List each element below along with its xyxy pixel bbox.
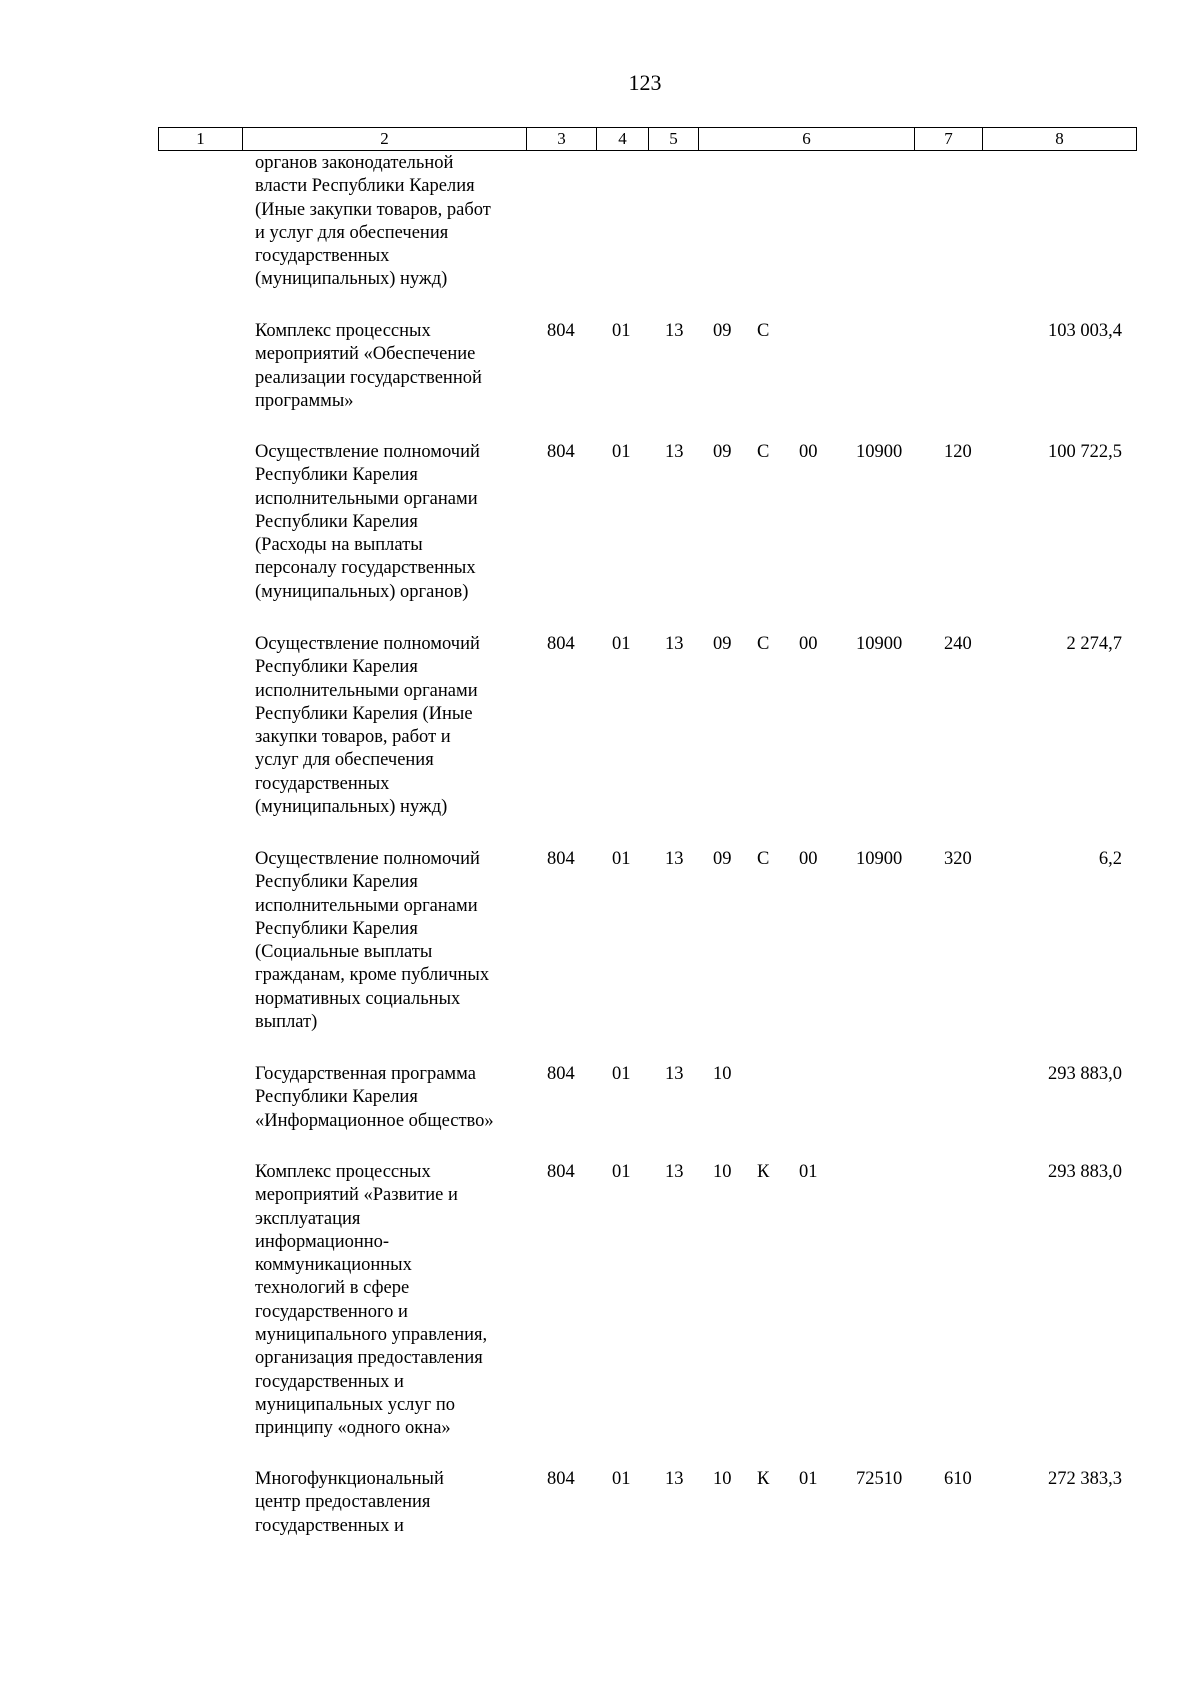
direction-code: 10900	[856, 849, 903, 869]
section-code: 01	[612, 634, 631, 654]
ved-code: 804	[547, 1064, 575, 1084]
ved-code: 804	[547, 1162, 575, 1182]
row-description: Комплекс процессных мероприятий «Развитие и эксплуатация информационно- коммуникационных технологий в сфере государственного и муниципального управления, организация предоставления государственных и муниципальных услуг по принципу «одного окна»	[255, 1162, 488, 1439]
ved-code: 804	[547, 849, 575, 869]
expense-type-code: 240	[944, 634, 972, 654]
direction-code: 10900	[856, 442, 903, 462]
amount: 100 722,5	[1048, 442, 1122, 462]
subsection-code: 13	[665, 1064, 684, 1084]
column-header-4: 4	[597, 128, 649, 151]
subsection-code: 13	[665, 849, 684, 869]
row-description: Осуществление полномочий Республики Карелия исполнительными органами Республики Карелия (Расходы на выплаты персоналу государственных (муниципальных) органов)	[255, 442, 480, 602]
program-code: 10	[713, 1469, 732, 1489]
direction-code: 10900	[856, 634, 903, 654]
column-header-6: 6	[699, 128, 915, 151]
row-description: Комплекс процессных мероприятий «Обеспечение реализации государственной программы»	[255, 321, 482, 411]
event-code: 00	[799, 634, 818, 654]
subprogram-code: С	[757, 634, 770, 654]
event-code: 01	[799, 1469, 818, 1489]
subsection-code: 13	[665, 442, 684, 462]
subprogram-code: К	[757, 1469, 770, 1489]
column-header-3: 3	[527, 128, 597, 151]
subsection-code: 13	[665, 321, 684, 341]
expense-type-code: 610	[944, 1469, 972, 1489]
program-code: 09	[713, 321, 732, 341]
ved-code: 804	[547, 442, 575, 462]
column-header-1: 1	[159, 128, 243, 151]
row-description: Осуществление полномочий Республики Карелия исполнительными органами Республики Карелия (Социальные выплаты гражданам, кроме публичных нормативных социальных выплат)	[255, 849, 490, 1033]
program-code: 10	[713, 1162, 732, 1182]
row-description: Многофункциональный центр предоставления государственных и	[255, 1469, 444, 1536]
subprogram-code: К	[757, 1162, 770, 1182]
subprogram-code: С	[757, 849, 770, 869]
amount: 293 883,0	[1048, 1162, 1122, 1182]
ved-code: 804	[547, 1469, 575, 1489]
direction-code: 72510	[856, 1469, 903, 1489]
ved-code: 804	[547, 634, 575, 654]
subprogram-code: С	[757, 321, 770, 341]
section-code: 01	[612, 1162, 631, 1182]
column-header-8: 8	[983, 128, 1137, 151]
section-code: 01	[612, 1064, 631, 1084]
row-description: Государственная программа Республики Карелия «Информационное общество»	[255, 1064, 494, 1131]
subprogram-code: С	[757, 442, 770, 462]
program-code: 10	[713, 1064, 732, 1084]
subsection-code: 13	[665, 634, 684, 654]
column-header-7: 7	[915, 128, 983, 151]
program-code: 09	[713, 849, 732, 869]
subsection-code: 13	[665, 1469, 684, 1489]
amount: 103 003,4	[1048, 321, 1122, 341]
column-header-row	[159, 128, 1137, 151]
program-code: 09	[713, 634, 732, 654]
section-code: 01	[612, 321, 631, 341]
event-code: 00	[799, 442, 818, 462]
expense-type-code: 320	[944, 849, 972, 869]
subsection-code: 13	[665, 1162, 684, 1182]
event-code: 01	[799, 1162, 818, 1182]
amount: 272 383,3	[1048, 1469, 1122, 1489]
section-code: 01	[612, 849, 631, 869]
event-code: 00	[799, 849, 818, 869]
column-header-5: 5	[649, 128, 699, 151]
column-header-2: 2	[243, 128, 527, 151]
ved-code: 804	[547, 321, 575, 341]
amount: 293 883,0	[1048, 1064, 1122, 1084]
section-code: 01	[612, 1469, 631, 1489]
section-code: 01	[612, 442, 631, 462]
amount: 6,2	[1098, 849, 1122, 869]
program-code: 09	[713, 442, 732, 462]
row-description: органов законодательной власти Республики Карелия (Иные закупки товаров, работ и услуг для обеспечения государственных (муниципальных) нужд)	[255, 153, 491, 290]
amount: 2 274,7	[1066, 634, 1122, 654]
row-description: Осуществление полномочий Республики Карелия исполнительными органами Республики Карелия (Иные закупки товаров, работ и услуг для обеспечения государственных (муниципальных) нужд)	[255, 634, 480, 818]
expense-type-code: 120	[944, 442, 972, 462]
column-header-table	[158, 127, 1137, 151]
page-number: 123	[628, 70, 662, 95]
